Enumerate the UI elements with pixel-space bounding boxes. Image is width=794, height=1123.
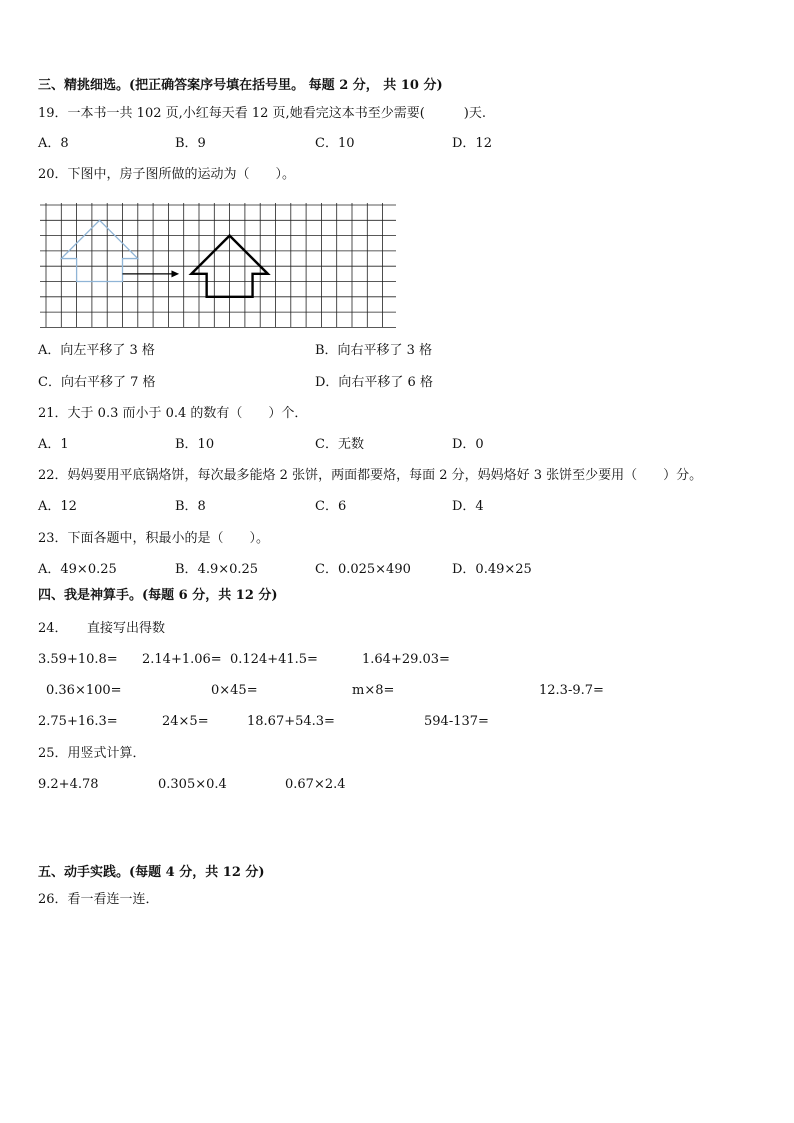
q23-option-a[interactable]: A．49×0.25: [38, 562, 117, 577]
q23-option-d[interactable]: D．0.49×25: [452, 562, 532, 577]
q19-stem: 19．一本书一共 102 页,小红每天看 12 页,她看完这本书至少需要( )天.: [38, 106, 486, 121]
q19-option-b[interactable]: B．9: [175, 136, 206, 151]
q24-r1-item1: 3.59+10.8=: [38, 652, 118, 667]
q24-r3-item4: 594-137=: [424, 714, 489, 729]
q21-option-b[interactable]: B．10: [175, 437, 215, 452]
q22-option-b[interactable]: B．8: [175, 499, 206, 514]
q20-option-d[interactable]: D．向右平移了 6 格: [315, 375, 433, 390]
q25-item3: 0.67×2.4: [285, 777, 346, 792]
q25-item1: 9.2+4.78: [38, 777, 99, 792]
q19-option-c[interactable]: C．10: [315, 136, 355, 151]
q19-option-d[interactable]: D．12: [452, 136, 492, 151]
q25-stem: 25．用竖式计算．: [38, 746, 146, 761]
q24-r2-item2: 0×45=: [211, 683, 258, 698]
translation-grid-figure: [40, 203, 400, 328]
section5-title: 五、动手实践。(每题 4 分，共 12 分): [38, 865, 265, 880]
q24-r2-item4: 12.3-9.7=: [539, 683, 604, 698]
q21-option-a[interactable]: A．1: [38, 437, 69, 452]
q26-stem: 26．看一看连一连．: [38, 892, 159, 907]
q20-stem: 20．下图中，房子图所做的运动为（ ）。: [38, 167, 296, 182]
q22-option-c[interactable]: C．6: [315, 499, 347, 514]
q24-r2-item3: m×8=: [352, 683, 395, 698]
q22-stem: 22．妈妈要用平底锅烙饼，每次最多能烙 2 张饼，两面都要烙，每面 2 分，妈妈烙好 3 张饼至少要用（ ）分。: [38, 468, 703, 483]
q24-r3-item3: 18.67+54.3=: [247, 714, 335, 729]
q24-r3-item2: 24×5=: [162, 714, 209, 729]
q21-option-c[interactable]: C．无数: [315, 437, 364, 452]
q24-r1-item3: 0.124+41.5=: [230, 652, 318, 667]
section4-title: 四、我是神算手。(每题 6 分，共 12 分): [38, 588, 278, 603]
q23-option-b[interactable]: B．4.9×0.25: [175, 562, 259, 577]
q20-option-b[interactable]: B．向右平移了 3 格: [315, 343, 433, 358]
q24-stem: 24． 直接写出得数: [38, 621, 166, 636]
q24-r1-item2: 2.14+1.06=: [142, 652, 222, 667]
q21-stem: 21．大于 0.3 而小于 0.4 的数有（ ）个．: [38, 406, 308, 421]
q19-option-a[interactable]: A．8: [38, 136, 69, 151]
q25-item2: 0.305×0.4: [158, 777, 227, 792]
q24-r1-item4: 1.64+29.03=: [362, 652, 450, 667]
q21-option-d[interactable]: D．0: [452, 437, 484, 452]
q23-option-c[interactable]: C．0.025×490: [315, 562, 411, 577]
q24-r3-item1: 2.75+16.3=: [38, 714, 118, 729]
q23-stem: 23．下面各题中，积最小的是（ ）。: [38, 531, 270, 546]
q22-option-d[interactable]: D．4: [452, 499, 484, 514]
q24-r2-item1: 0.36×100=: [46, 683, 122, 698]
translation-arrow-head: [171, 270, 179, 277]
q20-option-c[interactable]: C．向右平移了 7 格: [38, 375, 156, 390]
section3-title: 三、精挑细选。(把正确答案序号填在括号里。 每题 2 分， 共 10 分): [38, 78, 443, 93]
q22-option-a[interactable]: A．12: [38, 499, 77, 514]
q20-option-a[interactable]: A．向左平移了 3 格: [38, 343, 155, 358]
